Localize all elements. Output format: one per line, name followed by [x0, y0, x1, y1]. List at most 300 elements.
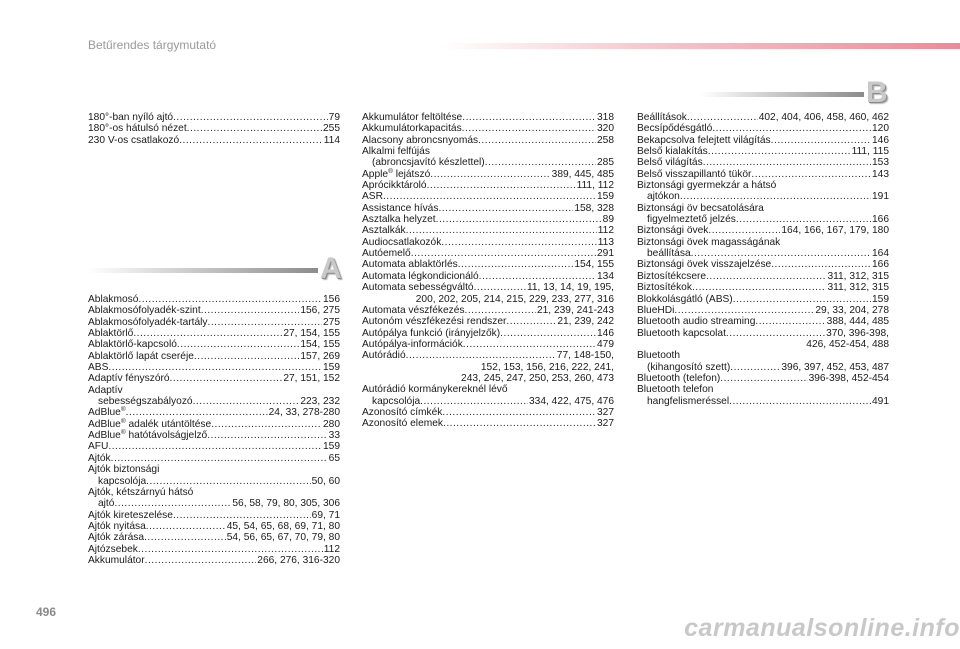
index-entry [362, 407, 614, 418]
index-entry-term [637, 305, 674, 316]
index-entry-term [88, 555, 145, 566]
index-entry-term-text: Alacsony abroncsnyomás [362, 134, 479, 146]
index-entry-pages: 33 [328, 430, 340, 442]
index-entry-term [88, 135, 179, 146]
index-entry [637, 259, 889, 270]
index-entry [362, 203, 614, 214]
index-entry-pages: 166 [872, 214, 889, 226]
dot-leader [706, 271, 826, 282]
index-entry-term [362, 418, 443, 429]
index-entry-term [362, 282, 474, 293]
index-entry-term [637, 135, 771, 146]
index-entry-term [362, 248, 411, 259]
index-entry-term-text: AdBlue [88, 407, 121, 419]
dot-leader [193, 396, 300, 407]
index-entry [88, 453, 340, 464]
dot-leader [443, 418, 596, 429]
index-entry-term [647, 396, 729, 407]
index-entry-term [88, 305, 201, 316]
index-entry [362, 248, 614, 259]
index-entry-term-text: Automata légkondicionáló [362, 270, 479, 282]
index-entry [637, 146, 889, 157]
index-entry-term-suffix: hatótávolságjelző [125, 430, 208, 442]
index-entry [88, 441, 340, 452]
index-entry-term [362, 191, 383, 202]
dot-leader [674, 305, 814, 316]
index-entry [637, 225, 889, 236]
section-letter-a: A [320, 252, 342, 285]
index-entry-term [362, 339, 463, 350]
dot-leader [771, 135, 871, 146]
index-entry-term-text: Akkumulátor [88, 554, 145, 566]
dot-leader [500, 328, 596, 339]
index-entry-term-text: Belső kialakítás [637, 146, 708, 158]
index-entry [362, 396, 614, 407]
index-entry [362, 418, 614, 429]
dot-leader [145, 555, 257, 566]
index-entry [88, 498, 340, 509]
index-entry-pages: 164 [872, 248, 889, 260]
index-entry-pages: 112 [323, 543, 340, 555]
index-entry-pages: 156, 275 [300, 305, 340, 317]
registered-mark: ® [388, 167, 393, 175]
index-entry [88, 305, 340, 316]
index-entry [88, 532, 340, 543]
index-entry-pages: 113 [597, 236, 614, 248]
index-entry-pages: 45, 54, 65, 68, 69, 71, 80 [226, 520, 340, 532]
dot-leader [207, 430, 327, 441]
index-entry-continuation: 152, 153, 156, 216, 222, 241, [480, 361, 614, 373]
index-entry [637, 396, 889, 407]
dot-leader [411, 248, 596, 259]
index-entry-term-text: Ajtók [88, 452, 111, 464]
index-entry-term [362, 305, 465, 316]
index-entry-term [362, 316, 506, 327]
index-entry-term-text: AFU [88, 441, 109, 453]
dot-leader [126, 407, 268, 418]
index-entry-pages: 50, 60 [311, 475, 340, 487]
index-entry [637, 135, 889, 146]
dot-leader [138, 294, 322, 305]
index-entry [637, 123, 889, 134]
index-entry [637, 271, 889, 282]
index-entry [88, 521, 340, 532]
dot-leader [720, 373, 807, 384]
index-entry-term-text: Aprócikktároló [362, 180, 427, 192]
index-entry-term-text: Ablakmosó [88, 294, 139, 305]
index-entry-heading: Bluetooth telefon [637, 384, 714, 396]
index-entry-pages: 318 [597, 112, 614, 123]
dot-leader [406, 350, 556, 361]
dot-leader [730, 362, 780, 373]
index-entry-term [362, 112, 462, 123]
index-entry [362, 328, 614, 339]
watermark: carmanualsonline.info [684, 614, 960, 642]
index-entry-term-text: Akkumulátorkapacitás [362, 123, 462, 135]
index-entry-pages: 154, 155 [574, 259, 614, 271]
index-entry [362, 157, 614, 168]
index-entry-term-text: Becsípődésgátló [637, 123, 713, 135]
index-entry-term-text: AdBlue [88, 430, 121, 442]
index-entry-term-text: Biztosítékok [637, 282, 692, 294]
index-entry-term-text: Autonóm vészfékezési rendszer [362, 316, 507, 328]
dot-leader [177, 339, 299, 350]
index-entry-pages: 159 [597, 191, 614, 203]
index-entry-term-text: Bekapcsolva felejtett világítás [637, 134, 771, 146]
index-entry-pages: 65 [328, 452, 340, 464]
index-entry [637, 214, 889, 225]
index-entry-term-text: Blokkolásgátló (ABS) [637, 293, 733, 305]
index-entry [362, 225, 614, 236]
dot-leader [383, 191, 596, 202]
index-entry-pages: 164, 166, 167, 179, 180 [781, 225, 889, 237]
index-entry-pages: 143 [872, 168, 889, 180]
index-entry [88, 544, 340, 555]
index-entry-pages: 311, 312, 315 [827, 270, 889, 282]
index-entry-pages: 120 [872, 123, 889, 135]
index-entry-term [88, 294, 138, 305]
dot-leader [441, 237, 596, 248]
index-entry [88, 476, 340, 487]
index-entry-pages: 79 [328, 112, 340, 123]
index-entry-term [647, 362, 730, 373]
dot-leader [108, 441, 322, 452]
index-entry-pages: 255 [323, 123, 340, 135]
index-entry-pages: 21, 239, 241-243 [536, 304, 614, 316]
index-entry-term [362, 135, 478, 146]
dot-leader [187, 123, 322, 134]
dot-leader [173, 510, 311, 521]
dot-leader [729, 396, 871, 407]
index-entry-term [637, 259, 771, 270]
index-entry-term [637, 123, 712, 134]
index-entry-term [362, 214, 436, 225]
dot-leader [462, 123, 596, 134]
index-entry [362, 237, 614, 248]
index-entry-pages: 258 [597, 134, 614, 146]
index-entry-term [637, 328, 726, 339]
index-entry-term [88, 510, 173, 521]
index-entry-pages: 24, 33, 278-280 [268, 407, 340, 419]
index-entry-pages: 370, 396-398, [826, 327, 889, 339]
index-entry-pages: 27, 151, 152 [283, 373, 340, 385]
index-entry-term-text: Asztalkák [362, 225, 406, 237]
index-entry-term [88, 373, 170, 384]
index-entry-term-text: 230 V-os csatlakozó [88, 134, 180, 146]
index-entry [637, 305, 889, 316]
registered-mark: ® [120, 429, 126, 437]
index-entry-term [88, 362, 108, 373]
index-entry-pages: 311, 312, 315 [827, 282, 889, 294]
dot-leader [458, 259, 574, 270]
index-entry-pages: 54, 56, 65, 67, 70, 79, 80 [226, 532, 340, 544]
index-entry-pages: 77, 148-150, [556, 350, 614, 362]
index-entry-heading: Biztonsági öv becsatolására [637, 202, 764, 214]
index-entry-term [88, 521, 146, 532]
dot-leader [771, 259, 871, 270]
index-entry-pages: 491 [872, 395, 889, 407]
dot-leader [436, 214, 602, 225]
index-entry-term-suffix: adalék utántöltése [125, 418, 212, 430]
index-entry [88, 430, 340, 441]
index-entry-pages: 334, 422, 475, 476 [529, 395, 614, 407]
index-entry-term-text: beállítása [647, 248, 691, 260]
index-entry [362, 282, 614, 293]
index-entry-term [637, 225, 708, 236]
index-entry-pages: 280 [323, 418, 340, 430]
index-entry-term-text: ABS [88, 362, 109, 374]
dot-leader [420, 396, 528, 407]
index-entry-term [637, 157, 703, 168]
index-entry-term-text: Ajtók nyitása [88, 520, 146, 532]
section-divider-b [700, 76, 890, 110]
index-entry-term-text: (kihangosító szett) [647, 361, 731, 373]
index-entry-pages: 89 [602, 214, 614, 226]
index-entry-pages: 27, 154, 155 [283, 328, 340, 340]
index-entry-term-text: ASR [362, 191, 383, 203]
dot-leader [133, 328, 282, 339]
index-entry-term-text: Beállítások [637, 112, 687, 123]
index-entry-term-text: Akkumulátor feltöltése [362, 112, 463, 123]
dot-leader [751, 169, 871, 180]
index-entry-pages: 166 [872, 259, 889, 271]
dot-leader [680, 191, 871, 202]
index-column-1-a [88, 294, 340, 566]
index-entry-term [637, 146, 708, 157]
registered-mark: ® [120, 406, 126, 414]
index-entry-term [88, 544, 138, 555]
index-entry-term-text: Autóemelő [362, 248, 411, 260]
index-entry-term [88, 351, 194, 362]
dot-leader [114, 498, 231, 509]
index-entry [88, 112, 340, 123]
index-entry-heading: Alkalmi felfújás [362, 146, 430, 158]
registered-mark: ® [120, 417, 126, 425]
index-entry-term-text: ajtókon [647, 191, 680, 203]
index-entry-term-text: Belső visszapillantó tükör [637, 168, 752, 180]
index-entry [362, 191, 614, 202]
index-entry-pages: 21, 239, 242 [557, 316, 614, 328]
index-entry-term-text: Ajtók kireteszelése [88, 509, 173, 521]
index-entry-pages: 56, 58, 79, 80, 305, 306 [232, 498, 340, 510]
dot-leader [708, 146, 851, 157]
index-entry [362, 271, 614, 282]
index-entry-term [88, 317, 207, 328]
index-entry [637, 191, 889, 202]
index-entry-term [88, 339, 177, 350]
index-entry-term-text: Assistance hívás [362, 202, 439, 214]
index-entry [637, 373, 889, 384]
dot-leader [111, 453, 328, 464]
index-entry [88, 510, 340, 521]
section-letter-b: B [866, 76, 888, 109]
dot-leader [173, 112, 328, 123]
dot-leader [712, 123, 871, 134]
index-entry-term-text: Ajtózsebek [88, 543, 138, 555]
index-entry-term [88, 112, 173, 123]
dot-leader [465, 305, 536, 316]
dot-leader [194, 351, 299, 362]
dot-leader [170, 373, 283, 384]
dot-leader [406, 225, 597, 236]
index-entry-term [362, 123, 462, 134]
dot-leader [430, 169, 550, 180]
index-entry-term-text: AdBlue [88, 418, 121, 430]
index-entry-term [362, 169, 430, 180]
index-entry-term [637, 169, 751, 180]
dot-leader [108, 362, 322, 373]
index-entry-pages: 388, 444, 485 [826, 316, 889, 328]
index-entry-pages: 320 [597, 123, 614, 135]
index-entry-heading: Adaptív [88, 384, 123, 396]
index-entry [637, 362, 889, 373]
index-entry-term-text: Autópálya funkció (irányjelzők) [362, 327, 501, 339]
index-entry-pages: 146 [597, 327, 614, 339]
dot-leader [703, 157, 871, 168]
index-entry-term-text: Ablakmosófolyadék-szint [88, 305, 201, 317]
index-entry [88, 362, 340, 373]
index-entry-term-text: Ablaktörlő [88, 328, 134, 340]
index-entry-term-text: Belső világítás [637, 157, 703, 169]
dot-leader [474, 282, 526, 293]
dot-leader [462, 112, 596, 123]
index-entry-term [362, 180, 427, 191]
index-entry-term [98, 498, 114, 509]
index-entry [362, 259, 614, 270]
index-entry-term [362, 407, 442, 418]
index-entry-continuation: 200, 202, 205, 214, 215, 229, 233, 277, 316 [415, 293, 614, 305]
index-entry [88, 123, 340, 134]
dot-leader [687, 112, 758, 123]
dot-leader [442, 407, 596, 418]
index-entry [362, 123, 614, 134]
index-entry-heading: Biztonsági gyermekzár a hátsó [637, 180, 777, 192]
index-entry [362, 305, 614, 316]
index-entry-term [637, 294, 733, 305]
index-entry-pages: 275 [323, 316, 340, 328]
index-entry [637, 316, 889, 327]
index-entry-pages: 266, 276, 316-320 [257, 554, 340, 566]
index-entry-heading: Biztonsági övek magasságának [637, 236, 781, 248]
index-entry-term [362, 271, 479, 282]
index-entry-term-text: Ablaktörlő lapát cseréje [88, 350, 194, 362]
index-entry-term-text: Autópálya-információk [362, 338, 463, 350]
index-column-3 [637, 112, 889, 407]
index-entry-term [88, 123, 187, 134]
index-entry-term [88, 419, 211, 430]
index-entry-term-text: Automata sebességváltó [362, 282, 474, 294]
index-entry-term-text: Azonosító címkék [362, 406, 443, 418]
index-entry-term-text: kapcsolója [98, 475, 147, 487]
index-entry-term-text: hangfelismeréssel [647, 395, 730, 407]
dot-leader [427, 180, 576, 191]
index-column-2 [362, 112, 614, 430]
index-entry-term-text: Bluetooth audio streaming [637, 316, 756, 328]
index-entry-pages: 111, 115 [851, 146, 889, 158]
index-entry [362, 169, 614, 180]
index-entry [637, 294, 889, 305]
index-entry [88, 317, 340, 328]
index-entry-term-text: Apple [362, 168, 389, 180]
index-entry-term [637, 282, 692, 293]
index-entry-term [362, 237, 441, 248]
dot-leader [726, 328, 825, 339]
section-divider-bar [700, 92, 864, 97]
index-entry-pages: 134 [597, 270, 614, 282]
dot-leader [733, 294, 871, 305]
index-entry [362, 135, 614, 146]
index-entry-term-text: Ablakmosófolyadék-tartály [88, 316, 208, 328]
index-entry-pages: 29, 33, 204, 278 [815, 304, 889, 316]
index-entry-term-text: Audiocsatlakozók [362, 236, 442, 248]
index-entry-term-text: ajtó [98, 498, 115, 510]
index-entry [88, 294, 340, 305]
index-entry-pages: 153 [872, 157, 889, 169]
index-entry-pages: 156 [323, 294, 340, 305]
index-entry [362, 214, 614, 225]
index-entry-pages: 389, 445, 485 [551, 168, 614, 180]
index-entry-pages: 159 [323, 362, 340, 374]
index-entry-continuation: 426, 452-454, 488 [806, 338, 889, 350]
index-entry-term [88, 532, 144, 543]
index-entry-pages: 114 [323, 134, 340, 146]
page-number: 496 [36, 605, 57, 619]
index-entry [362, 180, 614, 191]
index-entry-continuation: 243, 245, 247, 250, 253, 260, 473 [461, 372, 614, 384]
index-entry-term [362, 328, 500, 339]
index-entry-term-text: BlueHDi [637, 304, 675, 316]
dot-leader [736, 214, 871, 225]
index-entry-pages: 396-398, 452-454 [808, 372, 889, 384]
index-entry-term [637, 112, 687, 123]
index-entry-heading: Ajtók biztonsági [88, 464, 160, 476]
index-entry [637, 169, 889, 180]
dot-leader [506, 316, 556, 327]
dot-leader [708, 225, 780, 236]
index-entry [362, 112, 614, 123]
index-entry-term-text: Bluetooth (telefon) [637, 372, 721, 384]
index-entry-term [372, 396, 420, 407]
index-entry-pages: 291 [597, 248, 614, 260]
index-entry [637, 282, 889, 293]
dot-leader [463, 339, 596, 350]
dot-leader [438, 203, 573, 214]
index-entry-term [88, 328, 133, 339]
dot-leader [485, 157, 596, 168]
dot-leader [211, 419, 322, 430]
index-entry-pages: 191 [872, 191, 889, 203]
index-entry-term-text: Automata vészfékezés [362, 304, 465, 316]
index-entry-pages: 479 [597, 338, 614, 350]
index-entry [362, 316, 614, 327]
index-entry-pages: 285 [597, 157, 614, 169]
dot-leader [479, 271, 596, 282]
index-entry-pages: 112 [597, 225, 614, 237]
dot-leader [478, 135, 596, 146]
section-divider-a [88, 252, 344, 286]
index-entry-pages: 157, 269 [300, 350, 340, 362]
dot-leader [144, 532, 226, 543]
index-entry [88, 373, 340, 384]
index-entry-pages: 146 [872, 134, 889, 146]
dot-leader [146, 521, 226, 532]
index-entry-term [647, 248, 691, 259]
index-entry-pages: 154, 155 [300, 339, 340, 351]
index-entry-pages: 327 [597, 406, 614, 418]
index-entry-term-text: Bluetooth kapcsolat [637, 327, 726, 339]
index-entry-pages: 327 [597, 418, 614, 430]
index-entry-pages: 158, 328 [574, 202, 614, 214]
